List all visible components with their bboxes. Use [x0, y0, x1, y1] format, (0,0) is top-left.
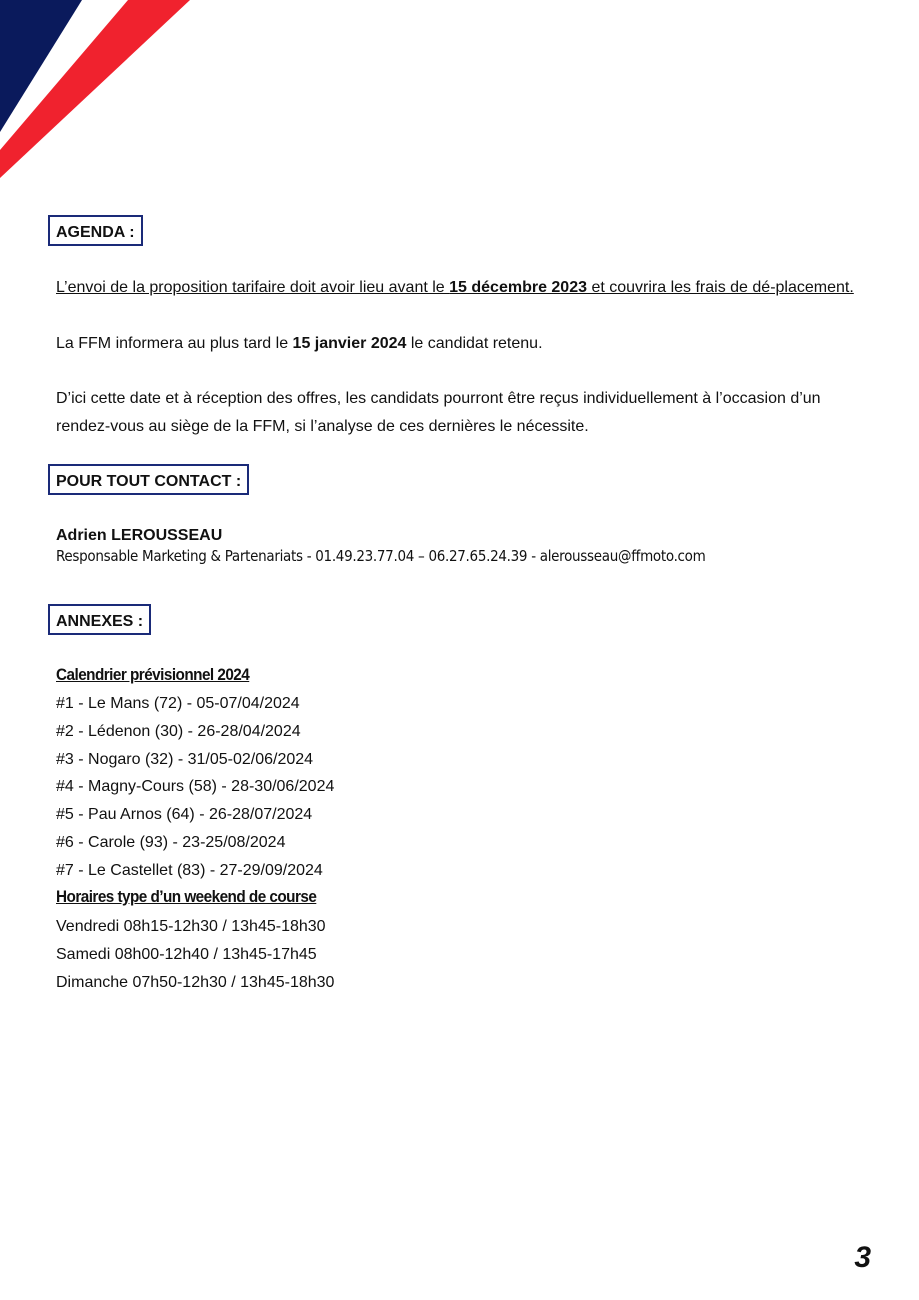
schedule-item: Vendredi 08h15-12h30 / 13h45-18h30	[56, 918, 326, 935]
calendar-item: #1 - Le Mans (72) - 05-07/04/2024	[56, 695, 300, 712]
agenda-heading-text: AGENDA :	[56, 224, 135, 241]
agenda-announcement-date: 15 janvier 2024	[292, 335, 407, 352]
schedule-list	[56, 913, 334, 996]
calendar-item: #5 - Pau Arnos (64) - 26-28/07/2024	[56, 806, 313, 824]
agenda-paragraph-announcement	[56, 330, 876, 358]
annexes-heading	[48, 604, 151, 635]
contact-name: Adrien LEROUSSEAU	[56, 527, 223, 544]
calendar-item: #7 - Le Castellet (83) - 27-29/09/2024	[56, 861, 323, 879]
agenda-paragraph-meetings: D’ici cette date et à réception des offres, les candidats pourront être reçus individuellement à l’occasion d’un rendez-vous au siège de la FFM, si l’analyse de ces dernières le nécessite.	[56, 390, 821, 435]
calendar-list	[56, 690, 334, 885]
schedule-item: Dimanche 07h50-12h30 / 13h45-18h30	[56, 973, 335, 991]
agenda-heading	[48, 215, 143, 246]
annexes-heading-text: ANNEXES :	[56, 613, 144, 630]
calendar-item: #2 - Lédenon (30) - 26-28/04/2024	[56, 722, 301, 740]
agenda-paragraph-deadline	[56, 274, 876, 302]
contact-heading	[48, 464, 249, 495]
agenda-announcement-text-1: La FFM informera au plus tard le	[56, 335, 293, 352]
schedule-title: Horaires type d’un weekend de course	[56, 887, 317, 906]
agenda-deadline-text-1: L’envoi de la proposition tarifaire doit avoir lieu avant le	[56, 279, 450, 296]
agenda-announcement-text-2: le candidat retenu.	[406, 335, 543, 352]
calendar-item: #6 - Carole (93) - 23-25/08/2024	[56, 833, 286, 851]
calendar-item: #4 - Magny-Cours (58) - 28-30/06/2024	[56, 778, 335, 796]
contact-heading-text: POUR TOUT CONTACT :	[56, 473, 242, 490]
agenda-deadline-text-2: et couvrira les frais de dé-placement.	[587, 279, 854, 296]
schedule-item: Samedi 08h00-12h40 / 13h45-17h45	[56, 945, 317, 963]
contact-details: Responsable Marketing & Partenariats - 01.49.23.77.04 – 06.27.65.24.39 - alerousseau@ffmoto.com	[56, 547, 706, 565]
calendar-item: #3 - Nogaro (32) - 31/05-02/06/2024	[56, 750, 314, 768]
agenda-deadline-date: 15 décembre 2023	[449, 279, 587, 296]
tricolor-corner-decoration	[0, 0, 200, 180]
page-number: 3	[854, 1241, 871, 1274]
calendar-title: Calendrier prévisionnel 2024	[56, 665, 250, 684]
